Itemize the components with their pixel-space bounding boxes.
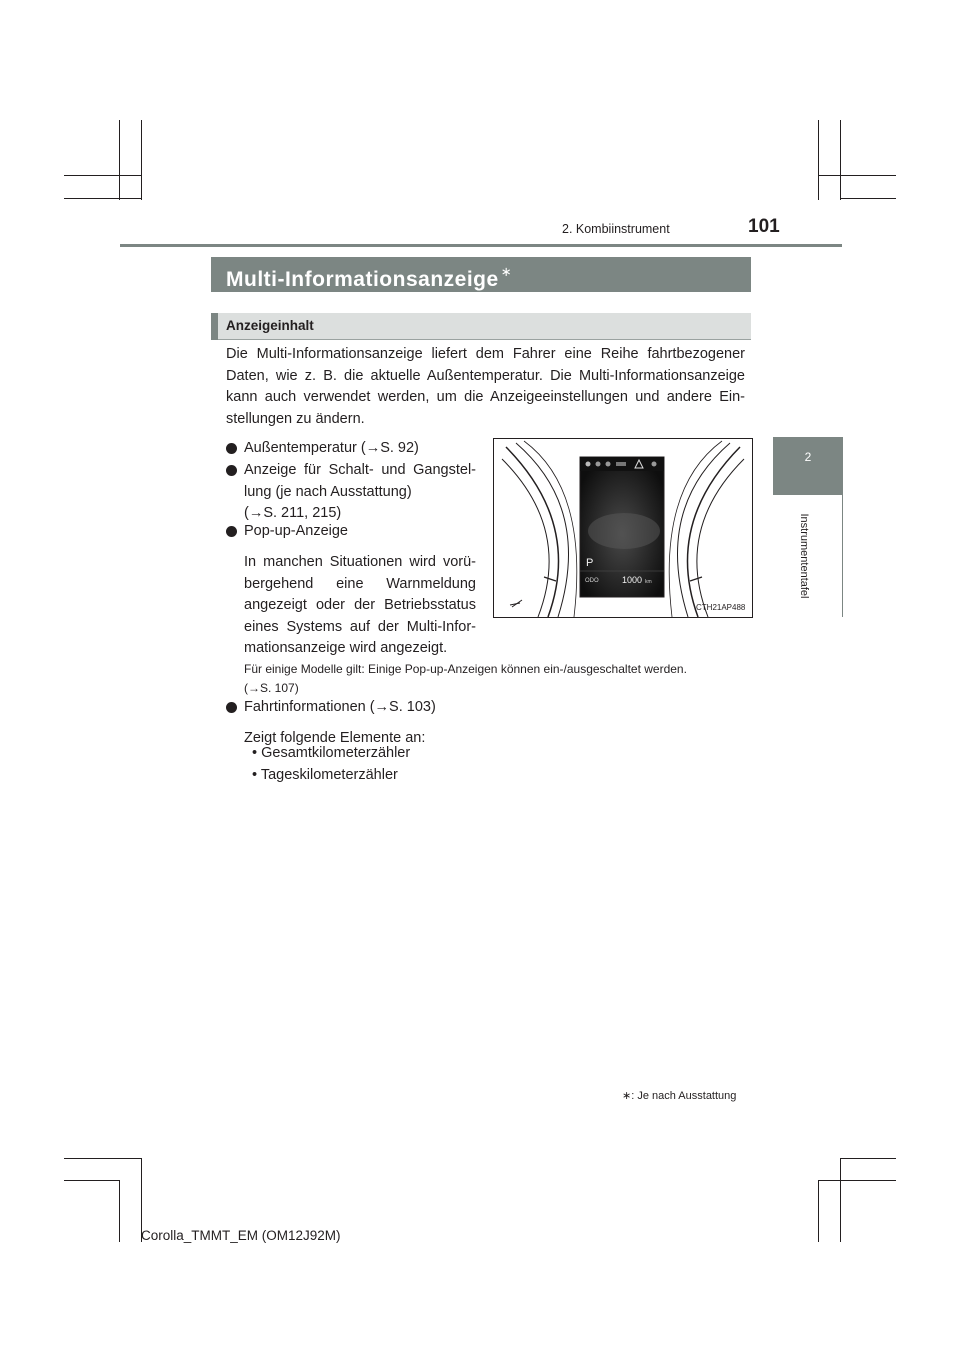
odo-label: ODO: [585, 578, 599, 584]
gauge-arc: [697, 459, 744, 617]
crop-mark: [818, 1180, 896, 1181]
chapter-label: Instrumententafel: [798, 513, 810, 599]
crop-mark: [840, 198, 896, 199]
indicator-icon: [586, 462, 591, 467]
section-title: 2. Kombiinstrument: [562, 222, 670, 236]
note-ref: (→S. 107): [244, 681, 299, 695]
bullet-label: Fahrtinformationen (→S. 103): [244, 699, 436, 715]
note: [244, 660, 751, 698]
instrument-cluster-illustration: [494, 439, 752, 617]
chapter-number: 2: [804, 450, 812, 464]
gauge-arc: [516, 443, 569, 617]
gauge-arc: [677, 443, 730, 617]
gauge-arc: [502, 459, 549, 617]
gauge-arc: [524, 441, 577, 617]
gauge-arc: [669, 441, 722, 617]
bullet-dot: [226, 526, 237, 537]
crop-mark: [840, 1158, 896, 1159]
page-title: [226, 264, 512, 292]
indicator-icon: [606, 462, 611, 467]
page-number: 101: [748, 216, 780, 237]
display-graphic: [588, 513, 660, 549]
crop-mark: [64, 198, 141, 199]
crop-mark: [64, 1180, 120, 1181]
bullet-ref: (→S. 211, 215): [244, 505, 342, 521]
crop-mark: [840, 1158, 841, 1242]
crop-mark: [64, 175, 141, 176]
subheading: Anzeigeinhalt: [226, 318, 314, 333]
title-text: Multi-Informationsanzeige: [226, 268, 499, 291]
header-rule: [120, 244, 842, 247]
crop-mark: [818, 1180, 819, 1242]
crop-mark: [818, 175, 896, 176]
subheading-accent: [211, 313, 218, 340]
bullet-dot: [226, 465, 237, 476]
bullet-dot: [226, 443, 237, 454]
bullet-label: Anzeige für Schalt- und Gangstel-lung (je nach Ausstattung): [244, 462, 476, 500]
crop-mark: [840, 120, 841, 200]
note-line: Für einige Modelle gilt: Einige Pop-up-Anzeigen können ein-/ausgeschaltet werden.: [244, 662, 687, 676]
title-mark: ∗: [500, 264, 513, 279]
indicator-icon: [616, 462, 626, 466]
sub-list-item: • Gesamtkilometerzähler: [252, 745, 411, 761]
indicator-icon: [652, 462, 657, 467]
crop-mark: [64, 1158, 141, 1159]
gear-indicator: P: [586, 557, 594, 569]
bullet-label: Außentemperatur (→S. 92): [244, 440, 419, 456]
document-id: Corolla_TMMT_EM (OM12J92M): [141, 1228, 341, 1243]
bullet-label: Pop-up-Anzeige: [244, 523, 348, 539]
figure-code: CTH21AP488: [696, 603, 746, 612]
crop-mark: [119, 120, 120, 200]
indicator-icon: [596, 462, 601, 467]
gauge-needle: [544, 577, 556, 581]
bullet-item: [226, 521, 476, 656]
footnote: ∗: Je nach Ausstattung: [622, 1090, 737, 1102]
crop-mark: [141, 120, 142, 200]
chapter-rule: [842, 437, 843, 617]
bullet-detail: Zeigt folgende Elemente an:: [244, 730, 426, 746]
odometer-value: 1000: [622, 575, 643, 585]
bullet-item: [226, 460, 476, 526]
crop-mark: [818, 120, 819, 200]
bullet-dot: [226, 702, 237, 713]
gauge-needle: [690, 577, 702, 581]
intro-paragraph: Die Multi-Informationsanzeige liefert dem Fahrer eine Reihe fahrtbezogener Daten, wie z. B. die aktuelle Außentemperatur. Die Multi-Informationsanzeige kann auch verwendet werden, um die Anzeigeeinstellungen und andere Ein-stellungen zu ändern.: [226, 346, 745, 427]
sub-list-item: • Tageskilometerzähler: [252, 767, 398, 783]
instrument-cluster-figure: [493, 438, 753, 618]
bullet-detail: In manchen Situationen wird vorü-bergehend eine Warnmeldung angezeigt oder der Betriebsstatus eines Systems auf der Multi-Infor-mationsanzeige wird angezeigt.: [244, 554, 476, 656]
bullet-item: [226, 438, 476, 460]
odometer-unit: km: [645, 579, 652, 585]
crop-mark: [119, 1180, 120, 1242]
